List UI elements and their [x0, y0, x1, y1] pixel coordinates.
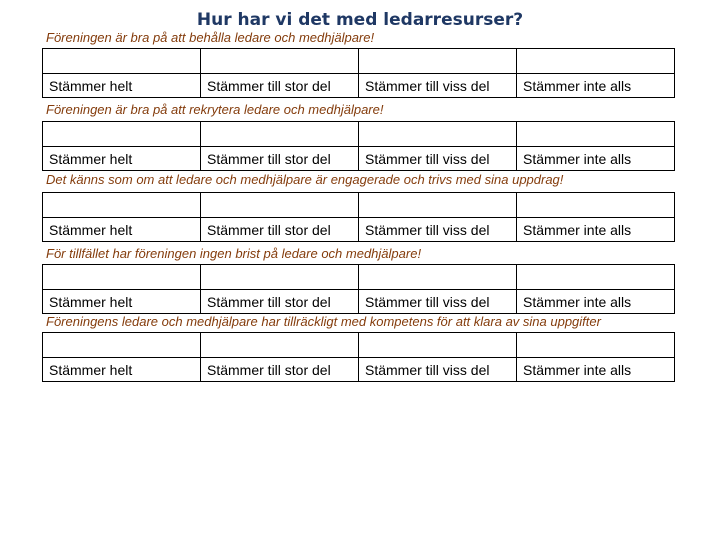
- answer-cell[interactable]: [517, 122, 675, 147]
- question-text: Det känns som om att ledare och medhjälpare är engagerade och trivs med sina uppdrag!: [46, 172, 564, 187]
- blank-row: [43, 122, 675, 147]
- answer-cell[interactable]: [43, 49, 201, 74]
- answer-grid: [42, 192, 675, 242]
- option-label[interactable]: Stämmer till stor del: [201, 358, 359, 382]
- answer-cell[interactable]: [517, 265, 675, 290]
- option-label[interactable]: Stämmer till viss del: [359, 290, 517, 314]
- answer-cell[interactable]: [359, 193, 517, 218]
- options-row: [43, 358, 675, 382]
- option-label[interactable]: Stämmer inte alls: [517, 290, 675, 314]
- option-label[interactable]: Stämmer helt: [43, 74, 201, 98]
- answer-cell[interactable]: [517, 193, 675, 218]
- question-text: Föreningen är bra på att rekrytera ledare och medhjälpare!: [46, 102, 384, 117]
- option-label[interactable]: Stämmer till stor del: [201, 290, 359, 314]
- question-text: Föreningen är bra på att behålla ledare och medhjälpare!: [46, 30, 375, 45]
- answer-cell[interactable]: [43, 265, 201, 290]
- answer-cell[interactable]: [201, 122, 359, 147]
- option-label[interactable]: Stämmer till stor del: [201, 74, 359, 98]
- option-label[interactable]: Stämmer inte alls: [517, 147, 675, 171]
- page-title: Hur har vi det med ledarresurser?: [196, 10, 524, 30]
- answer-cell[interactable]: [43, 193, 201, 218]
- option-label[interactable]: Stämmer inte alls: [517, 218, 675, 242]
- blank-row: [43, 265, 675, 290]
- question-block-3: [42, 172, 672, 242]
- options-row: [43, 74, 675, 98]
- options-row: [43, 218, 675, 242]
- option-label[interactable]: Stämmer till viss del: [359, 218, 517, 242]
- option-label[interactable]: Stämmer till viss del: [359, 358, 517, 382]
- answer-grid: [42, 264, 675, 314]
- option-label[interactable]: Stämmer helt: [43, 147, 201, 171]
- option-label[interactable]: Stämmer helt: [43, 218, 201, 242]
- option-label[interactable]: Stämmer inte alls: [517, 74, 675, 98]
- answer-cell[interactable]: [517, 333, 675, 358]
- option-label[interactable]: Stämmer till stor del: [201, 218, 359, 242]
- answer-cell[interactable]: [517, 49, 675, 74]
- blank-row: [43, 193, 675, 218]
- answer-cell[interactable]: [201, 193, 359, 218]
- answer-cell[interactable]: [359, 333, 517, 358]
- answer-grid: [42, 121, 675, 171]
- question-block-5: [42, 314, 672, 382]
- question-text: För tillfället har föreningen ingen brist på ledare och medhjälpare!: [46, 246, 422, 261]
- question-block-4: [42, 246, 672, 314]
- answer-cell[interactable]: [43, 122, 201, 147]
- option-label[interactable]: Stämmer helt: [43, 290, 201, 314]
- question-text: Föreningens ledare och medhjälpare har tillräckligt med kompetens för att klara av sina uppgifter: [46, 314, 601, 329]
- option-label[interactable]: Stämmer inte alls: [517, 358, 675, 382]
- answer-cell[interactable]: [359, 122, 517, 147]
- option-label[interactable]: Stämmer till viss del: [359, 147, 517, 171]
- option-label[interactable]: Stämmer till stor del: [201, 147, 359, 171]
- options-row: [43, 147, 675, 171]
- answer-cell[interactable]: [201, 265, 359, 290]
- question-block-1: [42, 30, 672, 98]
- option-label[interactable]: Stämmer till viss del: [359, 74, 517, 98]
- answer-cell[interactable]: [43, 333, 201, 358]
- question-block-2: [42, 102, 672, 171]
- answer-grid: [42, 48, 675, 98]
- answer-cell[interactable]: [359, 49, 517, 74]
- answer-cell[interactable]: [359, 265, 517, 290]
- blank-row: [43, 49, 675, 74]
- answer-cell[interactable]: [201, 49, 359, 74]
- options-row: [43, 290, 675, 314]
- answer-grid: [42, 332, 675, 382]
- option-label[interactable]: Stämmer helt: [43, 358, 201, 382]
- blank-row: [43, 333, 675, 358]
- answer-cell[interactable]: [201, 333, 359, 358]
